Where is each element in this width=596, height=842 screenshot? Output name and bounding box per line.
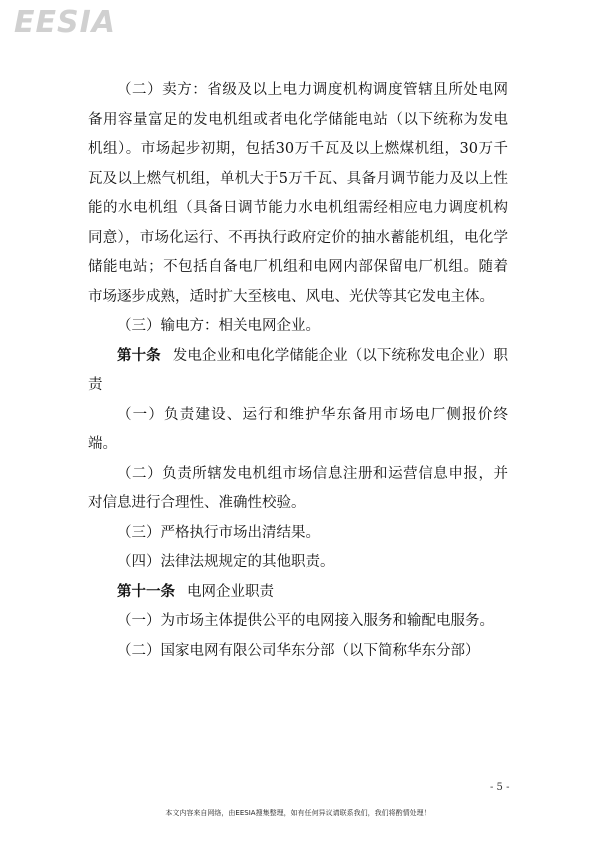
paragraph-transmitter: （三）输电方：相关电网企业。 [117,318,320,334]
article-10-item-4: （四）法律法规规定的其他职责。 [117,554,335,570]
document-body [88,76,508,666]
article-11-heading: 第十一条 [117,583,175,600]
article-10-item-3: （三）严格执行市场出清结果。 [117,524,320,541]
article-10-title: 发电企业和电化学储能企业（以下统称发电企业）职责 [88,347,509,393]
article-11-item-1: （一）为市场主体提供公平的电网接入服务和输配电服务。 [117,613,494,629]
article-10 [88,342,508,401]
eesia-logo: EESIA [14,5,116,40]
article-10-item-1: （一）负责建设、运行和维护华东备用市场电厂侧报价终端。 [88,406,508,452]
paragraph-seller: （二）卖方：省级及以上电力调度机构调度管辖且所处电网备用容量富足的发电机组或者电化学储能电站（以下统称为发电机组）。市场起步初期，包括30万千瓦及以上燃煤机组，30万千瓦及以上燃气机组，单机大于5万千瓦、具备月调节能力及以上性能的水电机组（具备日调节能力水电机组需经相应电力调度机构同意），市场化运行、不再执行政府定价的抽水蓄能机组，电化学储能电站；不包括自备电厂机组和电网内部保留电厂机组。随着市场逐步成熟，适时扩大至核电、风电、光伏等其它发电主体。 [88,82,508,305]
article-11-item-2: （二）国家电网有限公司华东分部（以下简称华东分部） [117,642,480,659]
article-11 [88,578,508,608]
article-11-title: 电网企业职责 [187,583,274,600]
footer-disclaimer: 本文内容来自网络，由EESIA搜集整理，如有任何异议请联系我们，我们将酌情处理！ [165,809,431,817]
article-10-item-2: （二）负责所辖发电机组市场信息注册和运营信息申报，并对信息进行合理性、准确性校验。 [88,465,508,511]
page-number: - 5 - [490,782,510,793]
article-10-heading: 第十条 [117,347,161,364]
